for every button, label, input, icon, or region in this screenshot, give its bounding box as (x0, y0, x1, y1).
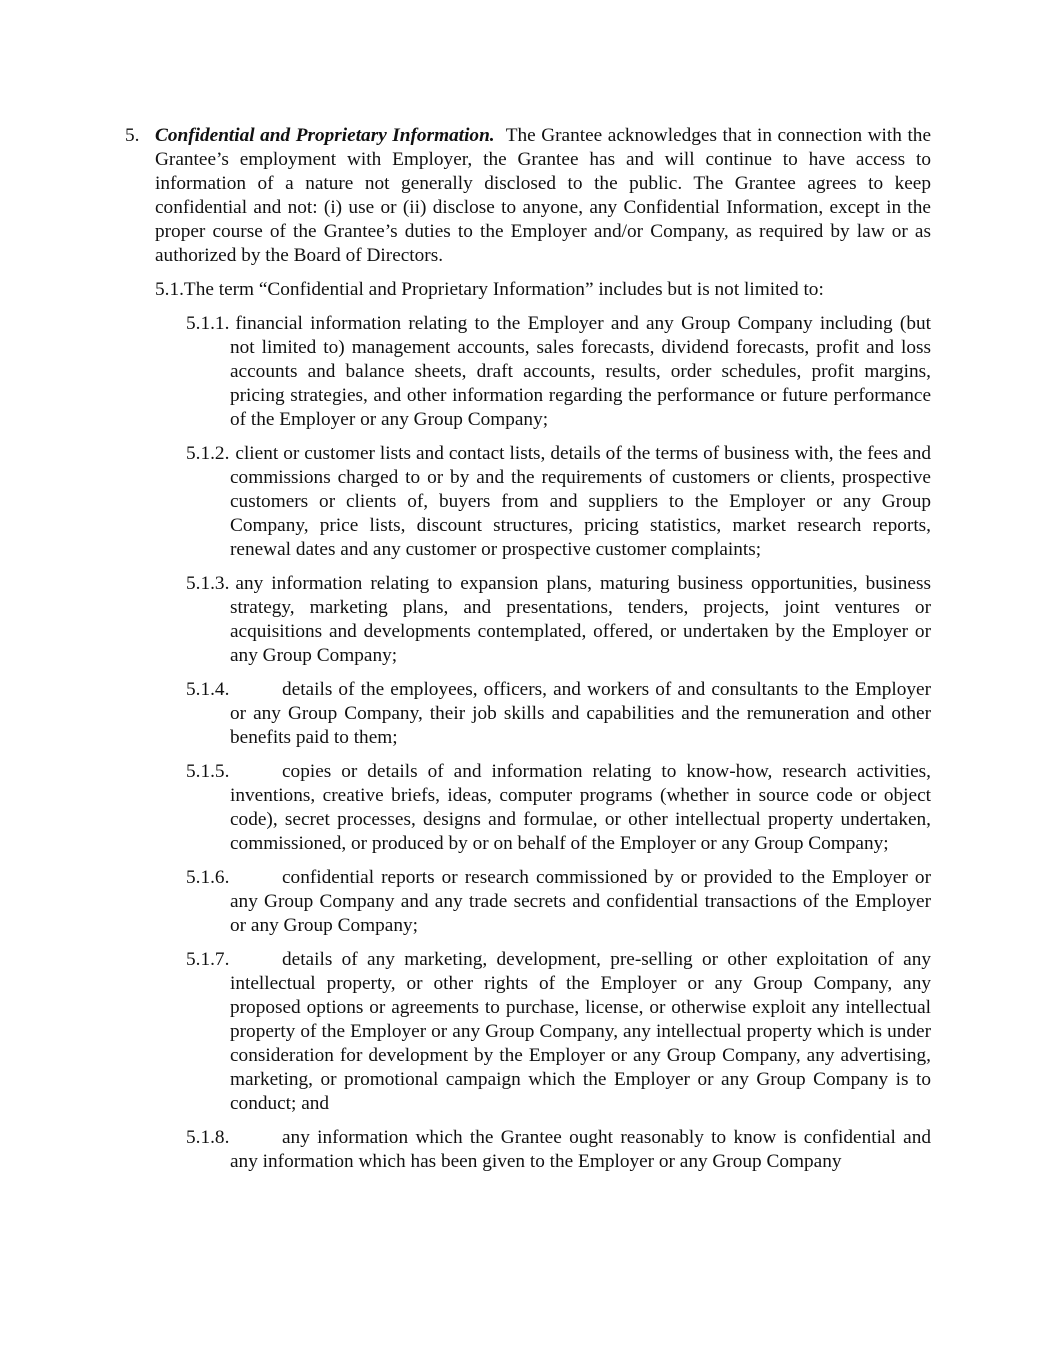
definition-list (186, 312, 931, 1174)
list-item-number: 5.1.7. (186, 949, 230, 970)
list-item-number: 5.1.2. (186, 443, 230, 464)
list-item (186, 572, 931, 668)
list-item-text: copies or details of and information relating to know-how, research activities, inventions, creative briefs, ideas, computer programs (whether in source code or object code), secret processes, designs and formulae, or other intellectual property undertaken, commissioned, or produced by or on behalf of the Employer or any Group Company; (230, 761, 931, 854)
subsection-number: 5.1. (155, 279, 184, 300)
subsection-text: The term “Confidential and Proprietary Information” includes but is not limited to: (183, 279, 824, 300)
list-item-text: financial information relating to the Employer and any Group Company including (but not limited to) management accounts, sales forecasts, dividend forecasts, profit and loss accounts and balance sheets, draft accounts, results, order schedules, profit margins, pricing strategies, and other information regarding the performance or future performance of the Employer or any Group Company; (230, 313, 931, 430)
section-title: Confidential and Proprietary Information. (155, 125, 495, 146)
section-5 (125, 124, 931, 1174)
list-item-number: 5.1.8. (186, 1127, 230, 1148)
list-item-text: confidential reports or research commissioned by or provided to the Employer or any Group Company and any trade secrets and confidential transactions of the Employer or any Group Company; (230, 867, 931, 936)
list-item (186, 442, 931, 562)
list-item-number: 5.1.4. (186, 679, 230, 700)
list-item-number: 5.1.6. (186, 867, 230, 888)
section-body-text: The Grantee acknowledges that in connection with the Grantee’s employment with Employer, the Grantee has and will continue to have access to information of a nature not generally disclosed to the public. The Grantee agrees to keep confidential and not: (i) use or (ii) disclose to anyone, any Confidential Information, except in the proper course of the Grantee’s duties to the Employer and/or Company, as required by law or as authorized by the Board of Directors. (155, 125, 931, 266)
list-item-text: details of any marketing, development, pre-selling or other exploitation of any intellectual property, or other rights of the Employer or any Group Company, any proposed options or agreements to purchase, license, or otherwise exploit any intellectual property of the Employer or any Group Company, any intellectual property which is under consideration for development by the Employer or any Group Company, any advertising, marketing, or promotional campaign which the Employer or any Group Company is to conduct; and (230, 949, 931, 1114)
list-item-text: client or customer lists and contact lists, details of the terms of business with, the fees and commissions charged to or by and the requirements of customers or clients, prospective customers or clients of, buyers from and suppliers to the Employer or any Group Company, price lists, discount structures, pricing statistics, market research reports, renewal dates and any customer or prospective customer complaints; (230, 443, 931, 560)
list-item-number: 5.1.5. (186, 761, 230, 782)
list-item (186, 1126, 931, 1174)
list-item-text: details of the employees, officers, and workers of and consultants to the Employer or any Group Company, their job skills and capabilities and the remuneration and other benefits paid to them; (230, 679, 931, 748)
section-paragraph (155, 124, 931, 268)
list-item (186, 678, 931, 750)
list-item-text: any information relating to expansion plans, maturing business opportunities, business strategy, marketing plans, and presentations, tenders, projects, joint ventures or acquisitions and developments contemplated, offered, or undertaken by the Employer or any Group Company; (230, 573, 931, 666)
list-item-number: 5.1.1. (186, 313, 230, 334)
list-item (186, 760, 931, 856)
subsection-5-1 (155, 278, 931, 302)
list-item (186, 866, 931, 938)
list-item-number: 5.1.3. (186, 573, 230, 594)
list-item-text: any information which the Grantee ought reasonably to know is confidential and any information which has been given to the Employer or any Group Company (230, 1127, 931, 1172)
list-item (186, 312, 931, 432)
list-item (186, 948, 931, 1116)
section-number: 5. (125, 125, 140, 146)
